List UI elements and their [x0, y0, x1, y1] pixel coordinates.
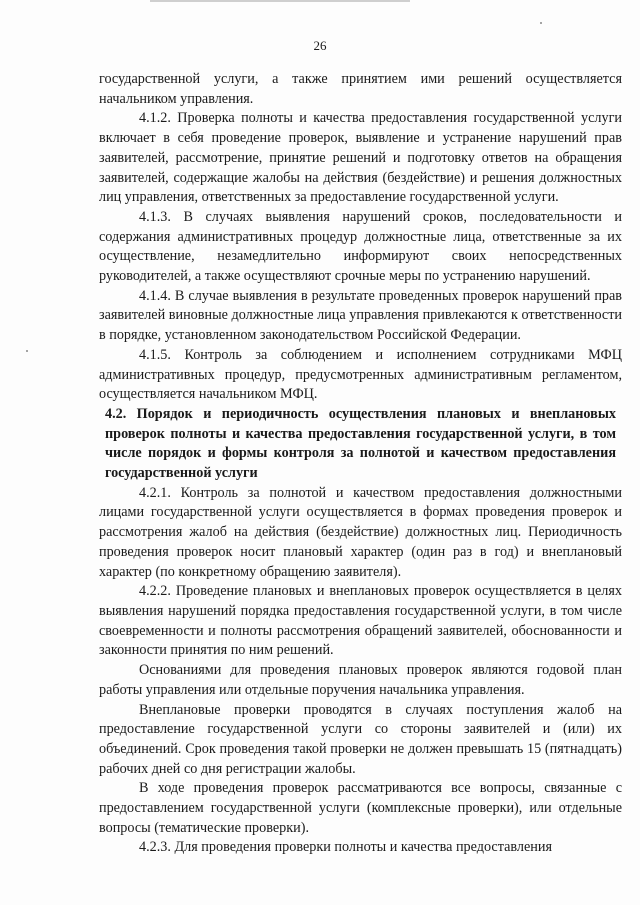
- paragraph: 4.1.4. В случае выявления в результате проведенных проверок нарушений прав заявителей виновные должностные лица управления привлекаются к ответственности в порядке, установленном законодательством Российской Федерации.: [99, 287, 622, 344]
- paragraph: государственной услуги, а также принятием ими решений осуществляется начальником управления.: [99, 71, 622, 107]
- paragraph: Основаниями для проведения плановых проверок являются годовой план работы управления или отдельные поручения начальника управления.: [99, 662, 622, 698]
- scan-artifact: [540, 22, 542, 24]
- scan-artifact: [150, 0, 410, 2]
- paragraph: В ходе проведения проверок рассматриваются все вопросы, связанные с предоставлением государственной услуги (комплексные проверки), или отдельные вопросы (тематические проверки).: [99, 780, 622, 836]
- paragraph: 4.2.1. Контроль за полнотой и качеством предоставления должностными лицами государственной услуги осуществляется в формах проведения проверок и рассмотрения жалоб на действия (бездействие) должностных лиц. Периодичность проведения проверок носит плановый характер (один раз в год) и внеплановый характер (по конкретному обращению заявителя).: [99, 484, 622, 580]
- paragraph: Внеплановые проверки проводятся в случаях поступления жалоб на предоставление государственной услуги со стороны заявителей и (или) их объединений. Срок проведения такой проверки не должен превышать 15 (пятнадцать) рабочих дней со дня регистрации жалобы.: [99, 701, 622, 777]
- section-heading: 4.2. Порядок и периодичность осуществления плановых и внеплановых проверок полноты и качества предоставления государственной услуги, в том числе порядок и формы контроля за полнотой и качеством предоставления государственной услуги: [105, 405, 616, 482]
- paragraph: 4.2.3. Для проведения проверки полноты и качества предоставления: [139, 839, 552, 856]
- paragraph: 4.1.2. Проверка полноты и качества предоставления государственной услуги включает в себя проведение проверок, выявление и устранение нарушений прав заявителей, рассмотрение, принятие решений и подготовку ответов на обращения заявителей, содержащие жалобы на действия (бездействие) и решения должностных лиц управления, ответственных за предоставление государственной услуги.: [99, 110, 622, 206]
- scan-artifact: [26, 350, 28, 352]
- document-body: [99, 70, 622, 858]
- paragraph: 4.1.5. Контроль за соблюдением и исполнением сотрудниками МФЦ административных процедур, предусмотренных административным регламентом, осуществляется начальником МФЦ.: [99, 346, 622, 403]
- paragraph: 4.2.2. Проведение плановых и внеплановых проверок осуществляется в целях выявления нарушений порядка предоставления государственной услуги, в том числе своевременности и полноты рассмотрения обращений заявителей, обоснованности и законности принятия по ним решений.: [99, 583, 622, 659]
- paragraph: 4.1.3. В случаях выявления нарушений сроков, последовательности и содержания административных процедур должностные лица, ответственные за их осуществление, незамедлительно информируют своих непосредственных руководителей, а также осуществляют срочные меры по устранению нарушений.: [99, 208, 622, 285]
- page-number: 26: [313, 38, 327, 53]
